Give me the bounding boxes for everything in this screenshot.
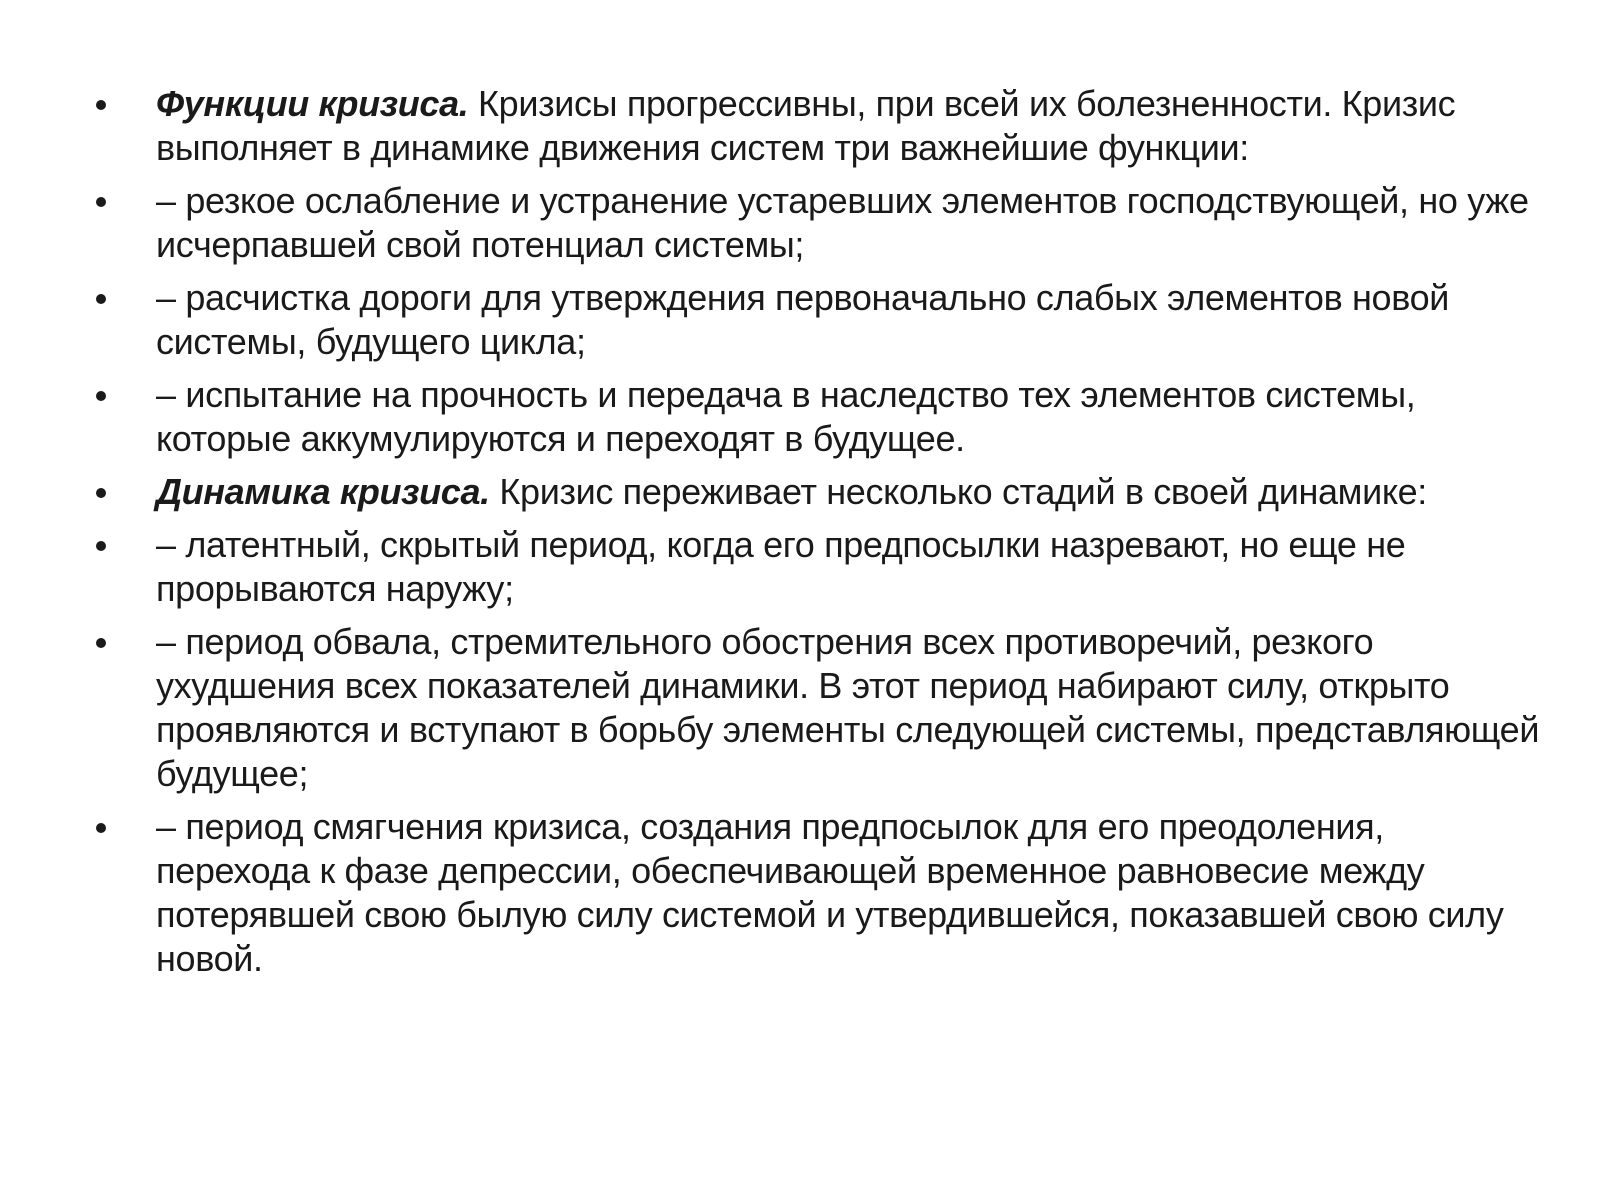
item-text: Кризисы прогрессивны, при всей их болезненности. Кризис выполняет в динамике движения систем три важнейшие функции: [156, 83, 1456, 168]
list-item [80, 805, 1540, 981]
item-text: – период обвала, стремительного обострения всех противоречий, резкого ухудшения всех показателей динамики. В этот период набирают силу, открыто проявляются и вступают в борьбу элементы следующей системы, представляющей будущее; [156, 621, 1540, 794]
item-text: – расчистка дороги для утверждения первоначально слабых элементов новой системы, будущего цикла; [156, 277, 1450, 362]
item-heading: Динамика кризиса. [156, 471, 490, 512]
list-item [80, 523, 1540, 611]
bullet-icon [96, 823, 106, 833]
list-item [80, 276, 1540, 364]
item-text: Кризис переживает несколько стадий в своей динамике: [489, 471, 1427, 512]
list-item [80, 620, 1540, 796]
item-text: – период смягчения кризиса, создания предпосылок для его преодоления, перехода к фазе депрессии, обеспечивающей временное равновесие между потерявшей свою былую силу системой и утвердившейся, показавшей свою силу новой. [156, 806, 1504, 979]
list-item [80, 82, 1540, 170]
bullet-icon [96, 197, 106, 207]
item-text: – резкое ослабление и устранение устаревших элементов господствующей, но уже исчерпавшей свой потенциал системы; [156, 180, 1529, 265]
bullet-icon [96, 100, 106, 110]
list-item [80, 373, 1540, 461]
bullet-list [80, 82, 1540, 990]
bullet-icon [96, 488, 106, 498]
bullet-icon [96, 294, 106, 304]
list-item [80, 470, 1540, 514]
bullet-icon [96, 638, 106, 648]
item-heading: Функции кризиса. [156, 83, 469, 124]
bullet-icon [96, 541, 106, 551]
bullet-icon [96, 391, 106, 401]
item-text: – латентный, скрытый период, когда его предпосылки назревают, но еще не прорываются наружу; [156, 524, 1406, 609]
item-text: – испытание на прочность и передача в наследство тех элементов системы, которые аккумулируются и переходят в будущее. [156, 374, 1416, 459]
list-item [80, 179, 1540, 267]
